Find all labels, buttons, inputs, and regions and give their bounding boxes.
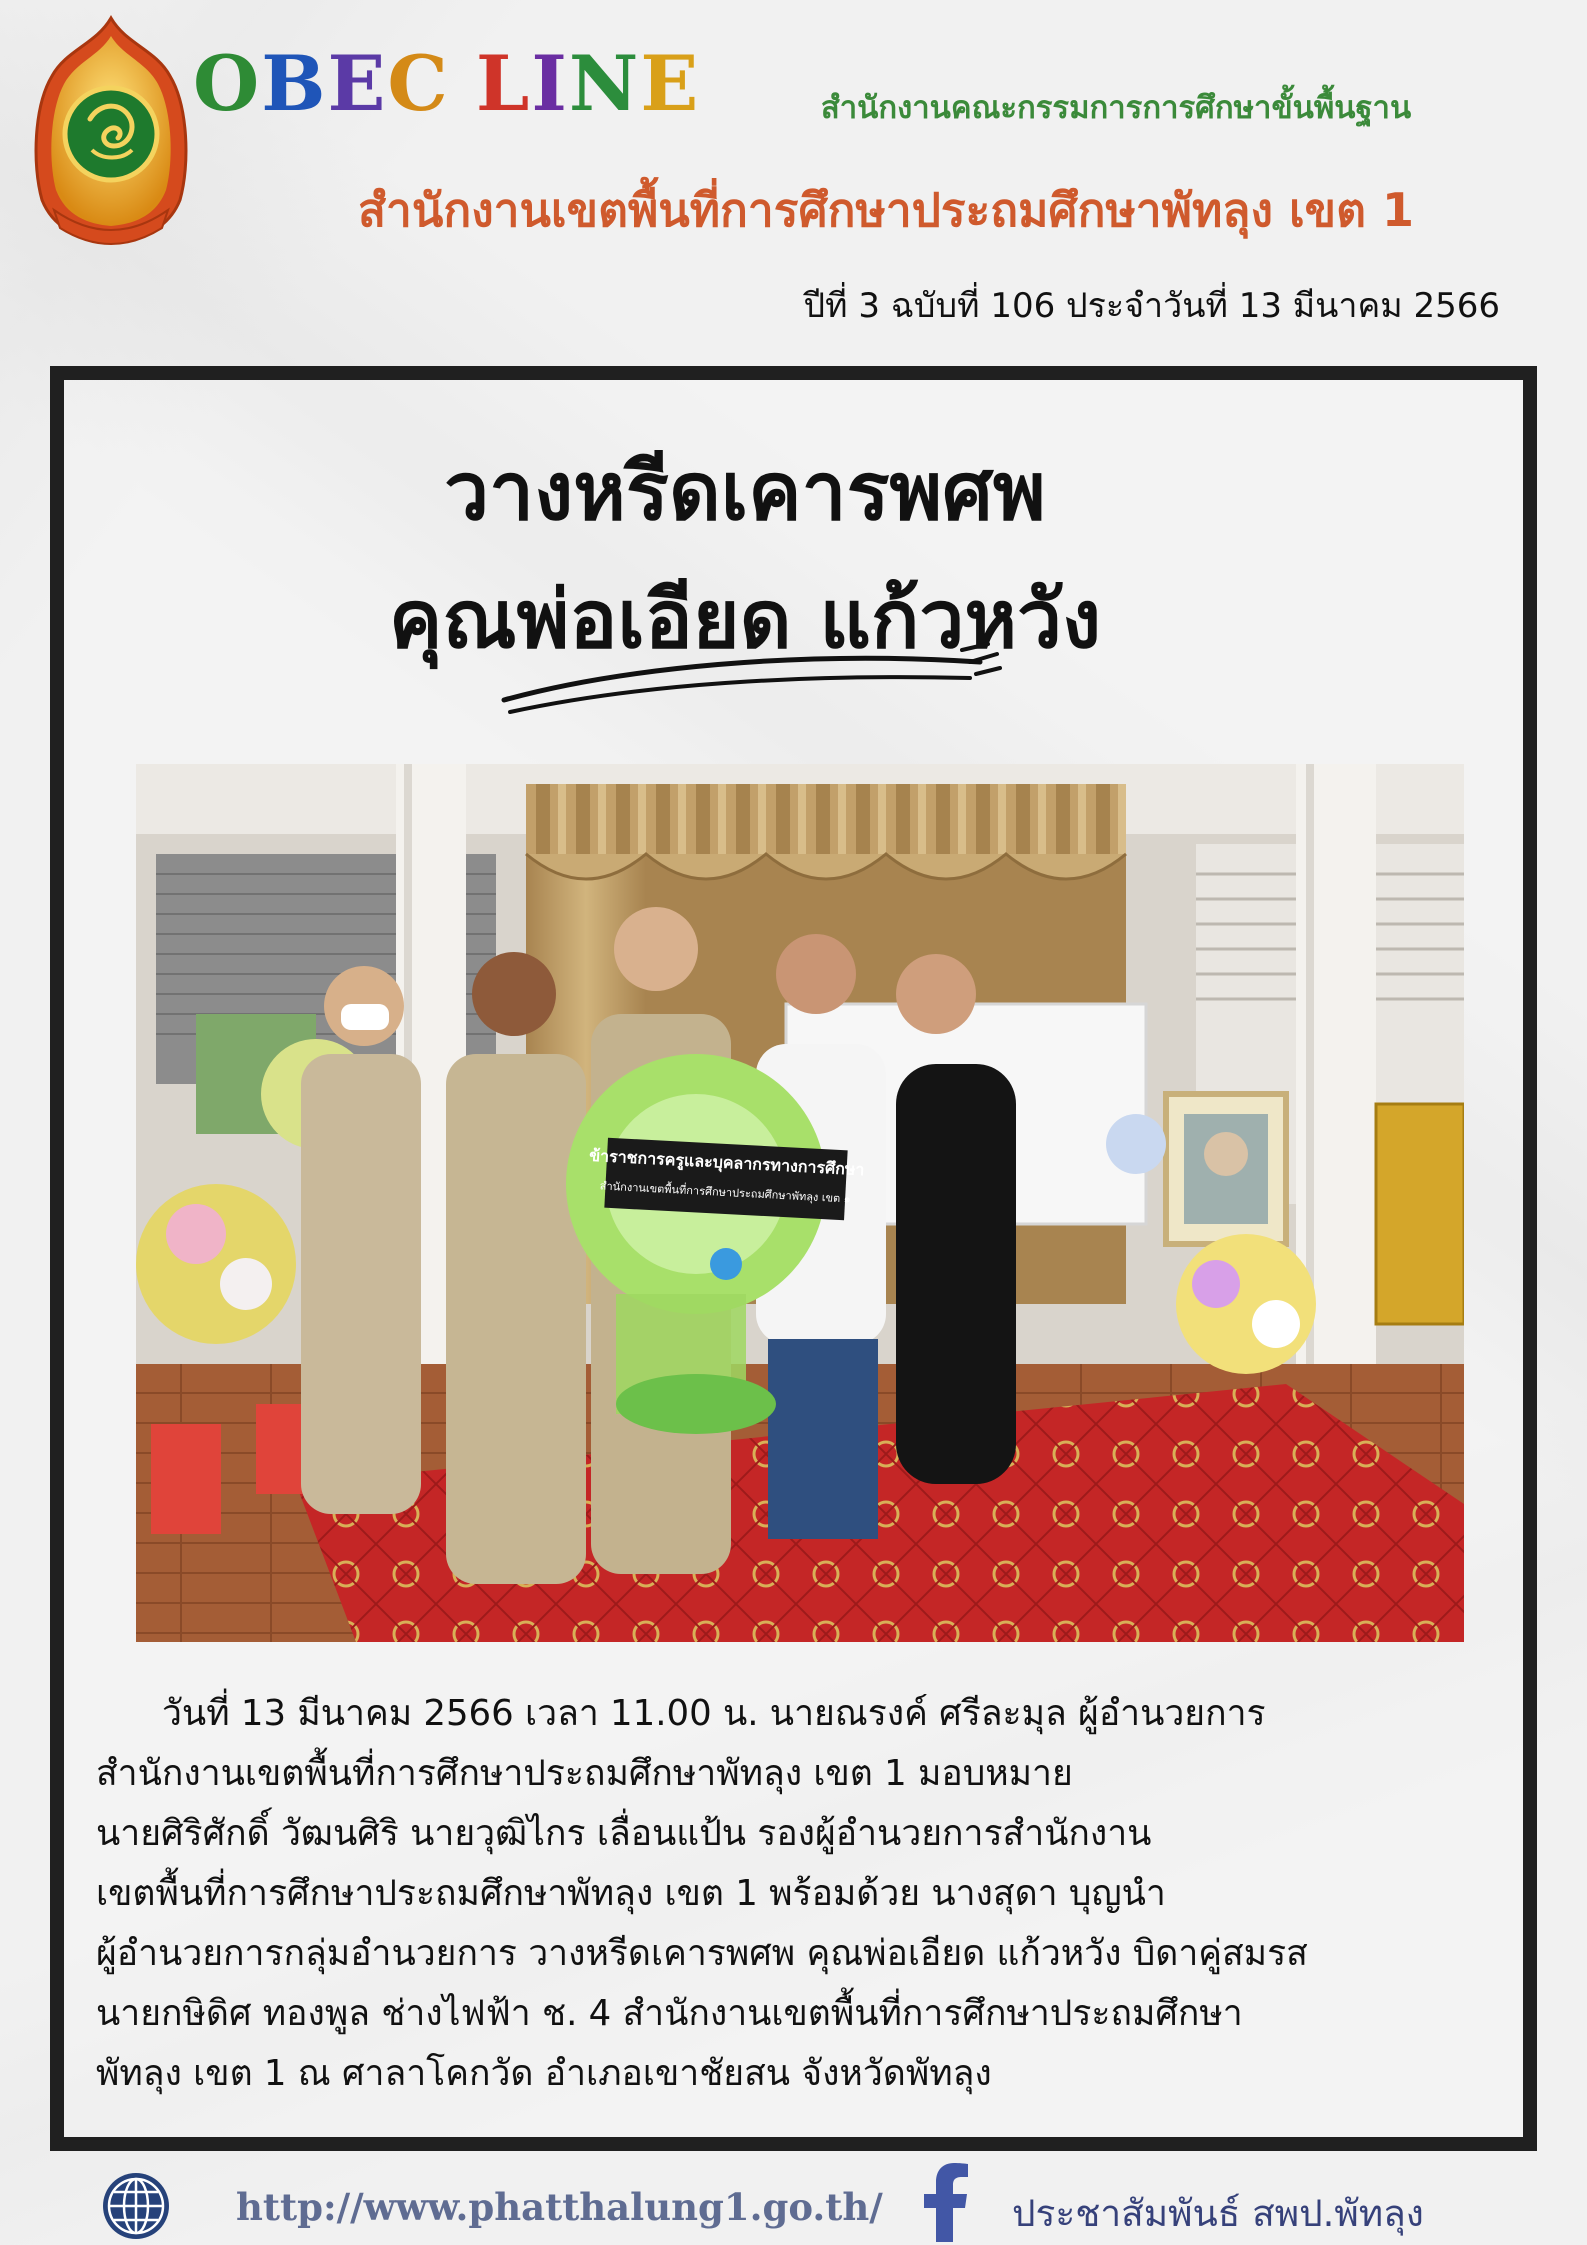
headline-line-2: คุณพ่อเอียด แก้วหวัง (388, 573, 1102, 666)
wreath-banner-line-2: สำนักงานเขตพื้นที่การศึกษาประถมศึกษาพัทลุง เขต ๑ (599, 1179, 852, 1206)
wreath-banner-line-1: ข้าราชการครูและบุคลากรทางการศึกษา (588, 1145, 865, 1180)
brand-letter: O (193, 39, 262, 128)
body-line: นายศิริศักดิ์ วัฒนศิริ นายวุฒิไกร เลื่อนแป้น รองผู้อำนวยการสำนักงาน (96, 1813, 1152, 1854)
body-line: พัทลุง เขต 1 ณ ศาลาโคกวัด อำเภอเขาชัยสน จังหวัดพัทลุง (96, 2053, 992, 2094)
organization-name: สำนักงานคณะกรรมการการศึกษาขั้นพื้นฐาน (820, 90, 1412, 126)
globe-icon (100, 2170, 172, 2242)
event-photo (136, 764, 1464, 1642)
body-line: วันที่ 13 มีนาคม 2566 เวลา 11.00 น. นายณรงค์ ศรีละมุล ผู้อำนวยการ (162, 1693, 1266, 1734)
brand-title (193, 39, 701, 128)
issue-line: ปีที่ 3 ฉบับที่ 106 ประจำวันที่ 13 มีนาคม 2566 (803, 286, 1500, 326)
decorative-swash (500, 640, 1005, 720)
headline-line-1: วางหรีดเคารพศพ (444, 445, 1046, 538)
brand-letter: B (261, 39, 328, 128)
body-line: นายกษิดิศ ทองพูล ช่างไฟฟ้า ช. 4 สำนักงานเขตพื้นที่การศึกษาประถมศึกษา (96, 1993, 1243, 2034)
body-line: เขตพื้นที่การศึกษาประถมศึกษาพัทลุง เขต 1 พร้อมด้วย นางสุดา บุญนำ (96, 1873, 1166, 1914)
brand-letter: E (640, 39, 701, 128)
body-line: ผู้อำนวยการกลุ่มอำนวยการ วางหรีดเคารพศพ คุณพ่อเอียด แก้วหวัง บิดาคู่สมรส (96, 1933, 1308, 1974)
website-link[interactable]: http://www.phatthalung1.go.th/ (236, 2185, 883, 2229)
facebook-icon[interactable] (913, 2160, 979, 2242)
brand-letter: E (327, 39, 388, 128)
article-body (96, 1684, 1488, 2104)
area-office-name: สำนักงานเขตพื้นที่การศึกษาประถมศึกษาพัทลุง เขต 1 (357, 183, 1415, 237)
obec-emblem-icon (30, 14, 192, 246)
facebook-page-name[interactable]: ประชาสัมพันธ์ สพป.พัทลุง (1012, 2192, 1424, 2235)
body-line: สำนักงานเขตพื้นที่การศึกษาประถมศึกษาพัทลุง เขต 1 มอบหมาย (96, 1753, 1073, 1794)
brand-letter: C (387, 39, 450, 128)
brand-letter: I (531, 39, 569, 128)
brand-letter: L (475, 39, 532, 128)
brand-letter: N (568, 39, 641, 128)
